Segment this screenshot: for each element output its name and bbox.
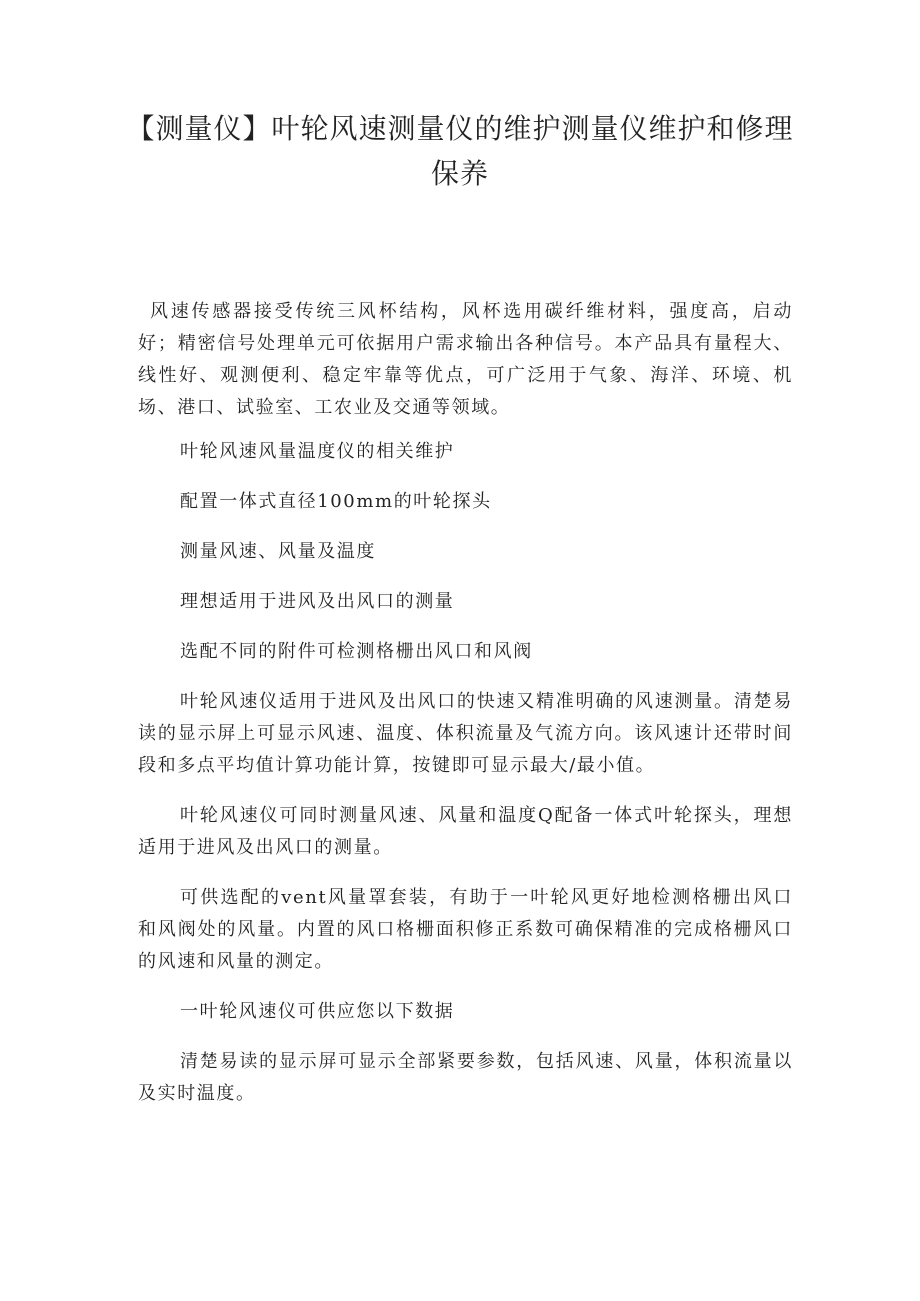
paragraph-feature-accessories: 选配不同的附件可检测格栅出风口和风阀	[180, 641, 533, 662]
document-title: 【测量仪】叶轮风速测量仪的维护测量仪维护和修理保养	[126, 112, 794, 190]
paragraph-description: 叶轮风速仪适用于进风及出风口的快速又精准明确的风速测量。清楚易读的显示屏上可显示风速、温度、体积流量及气流方向。该风速计还带时间段和多点平均值计算功能计算，按键即可显示最大/最小值。	[138, 691, 793, 776]
paragraph-data-heading: 一叶轮风速仪可供应您以下数据	[180, 1001, 455, 1022]
paragraph-display: 清楚易读的显示屏可显示全部紧要参数，包括风速、风量，体积流量以及实时温度。	[138, 1051, 793, 1104]
paragraph-simultaneous: 叶轮风速仪可同时测量风速、风量和温度Q配备一体式叶轮探头，理想适用于进风及出风口的测量。	[138, 805, 793, 858]
document-body	[138, 296, 793, 1110]
paragraph-intro: 风速传感器接受传统三风杯结构，风杯选用碳纤维材料，强度高，启动好；精密信号处理单元可依据用户需求输出各种信号。本产品具有量程大、线性好、观测便利、稳定牢靠等优点，可广泛用于气象、海洋、环境、机场、港口、试验室、工农业及交通等领域。	[138, 301, 793, 418]
paragraph-feature-probe: 配置一体式直径100mm的叶轮探头	[180, 491, 492, 512]
paragraph-feature-measure: 测量风速、风量及温度	[180, 541, 376, 562]
paragraph-heading-maintenance: 叶轮风速风量温度仪的相关维护	[180, 441, 455, 462]
paragraph-vent-kit: 可供选配的vent风量罩套装，有助于一叶轮风更好地检测格栅出风口和风阀处的风量。内置的风口格栅面积修正系数可确保精准的完成格栅风口的风速和风量的测定。	[138, 887, 793, 972]
paragraph-feature-application: 理想适用于进风及出风口的测量	[180, 591, 455, 612]
